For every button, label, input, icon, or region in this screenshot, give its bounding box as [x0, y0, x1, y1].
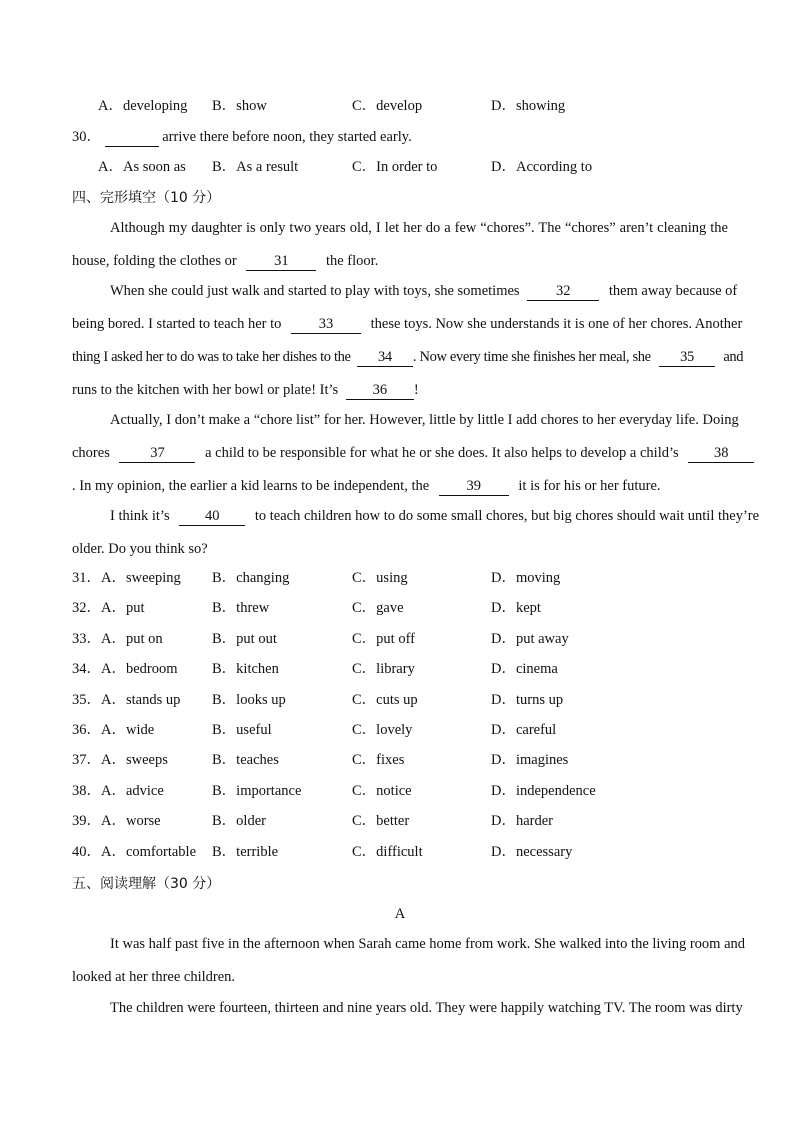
blank-38[interactable]: 38 [688, 445, 754, 463]
passage-text: . Now every time she finishes her meal, she [412, 349, 651, 365]
question-number: 30． [72, 129, 101, 145]
question-number: 35． [72, 691, 101, 708]
passage-text: to teach children how to do some small chores, but big chores should wait until they’re [254, 508, 760, 524]
blank-31[interactable]: 31 [246, 253, 316, 271]
q30-option-d[interactable]: D．According to [491, 159, 593, 175]
blank-34[interactable]: 34 [357, 349, 413, 367]
option-d[interactable]: D．necessary [491, 843, 573, 860]
option-b[interactable]: B．threw [212, 600, 270, 617]
passage-line [72, 380, 728, 400]
passage-text: ! [413, 382, 419, 398]
passage-line: Although my daughter is only two years old, I let her do a few “chores”. The “chores” aren’t cleaning the [110, 220, 728, 236]
option-d[interactable]: D．moving [491, 570, 561, 586]
option-b[interactable]: B．terrible [212, 843, 279, 860]
option-b[interactable]: B．older [212, 813, 266, 830]
passage-line [72, 251, 728, 271]
passage-line: It was half past five in the afternoon when Sarah came home from work. She walked into the living room and [110, 936, 746, 952]
q29-option-a[interactable]: A．developing [98, 98, 188, 114]
option-b[interactable]: B．put out [212, 630, 277, 647]
option-c[interactable]: C．lovely [352, 722, 413, 738]
passage-text: and [723, 349, 744, 365]
passage-text: runs to the kitchen with her bowl or plate! It’s [72, 382, 339, 398]
question-number: 34． [72, 661, 101, 678]
option-c[interactable]: C．better [352, 813, 410, 830]
passage-title: A [394, 906, 406, 922]
option-b[interactable]: B．useful [212, 722, 272, 738]
option-d[interactable]: D．harder [491, 813, 554, 830]
option-a[interactable]: A．advice [101, 782, 164, 799]
q30-option-c[interactable]: C．In order to [352, 159, 438, 175]
question-number: 33． [72, 630, 101, 647]
blank-35[interactable]: 35 [659, 349, 715, 367]
q29-option-d[interactable]: D．showing [491, 98, 566, 114]
option-b[interactable]: B．importance [212, 782, 302, 799]
passage-text: a child to be responsible for what he or she does. It also helps to develop a child’s [205, 445, 679, 461]
passage-line: Actually, I don’t make a “chore list” for her. However, little by little I add chores to her everyday life. Doing [110, 412, 739, 428]
blank-39[interactable]: 39 [439, 478, 509, 496]
section5-heading: 五、阅读理解（30 分） [72, 876, 221, 892]
passage-text: thing I asked her to do was to take her dishes to the [72, 349, 351, 365]
option-d[interactable]: D．independence [491, 782, 596, 799]
passage-text: them away because of [608, 283, 738, 299]
option-c[interactable]: C．difficult [352, 843, 423, 860]
blank-37[interactable]: 37 [119, 445, 195, 463]
passage-line: older. Do you think so? [72, 541, 208, 557]
option-c[interactable]: C．library [352, 661, 415, 678]
option-a[interactable]: A．bedroom [101, 661, 178, 678]
option-c[interactable]: C．gave [352, 600, 404, 617]
option-c[interactable]: C．using [352, 570, 408, 586]
question-number: 40． [72, 843, 101, 860]
option-b[interactable]: B．changing [212, 570, 290, 586]
option-b[interactable]: B．kitchen [212, 661, 279, 678]
answer-blank[interactable] [105, 129, 159, 147]
option-d[interactable]: D．careful [491, 722, 557, 738]
option-a[interactable]: A．sweeping [101, 570, 181, 586]
blank-32[interactable]: 32 [527, 283, 599, 301]
passage-line: The children were fourteen, thirteen and nine years old. They were happily watching TV. The room was dirty [110, 1000, 743, 1016]
passage-text: I think it’s [110, 508, 170, 524]
option-a[interactable]: A．put [101, 600, 145, 617]
option-d[interactable]: D．put away [491, 630, 569, 647]
question-number: 36． [72, 722, 101, 738]
option-c[interactable]: C．fixes [352, 752, 405, 769]
passage-line [72, 314, 743, 334]
passage-text: . In my opinion, the earlier a kid learns to be independent, the [72, 478, 430, 494]
option-c[interactable]: C．notice [352, 782, 412, 799]
option-d[interactable]: D．cinema [491, 661, 558, 678]
question-number: 37． [72, 752, 101, 769]
passage-line [72, 347, 744, 367]
q30-option-b[interactable]: B．As a result [212, 159, 299, 175]
passage-text: chores [72, 445, 110, 461]
passage-line [72, 443, 728, 463]
passage-line: looked at her three children. [72, 969, 236, 985]
option-a[interactable]: A．put on [101, 630, 163, 647]
option-a[interactable]: A．comfortable [101, 843, 197, 860]
passage-text: being bored. I started to teach her to [72, 316, 282, 332]
option-d[interactable]: D．turns up [491, 691, 564, 708]
option-b[interactable]: B．teaches [212, 752, 279, 769]
q30-stem [72, 127, 728, 147]
blank-36[interactable]: 36 [346, 382, 414, 400]
blank-33[interactable]: 33 [291, 316, 361, 334]
option-b[interactable]: B．looks up [212, 691, 286, 708]
option-a[interactable]: A．worse [101, 813, 161, 830]
question-text: arrive there before noon, they started early. [162, 129, 412, 145]
passage-text: these toys. Now she understands it is one of her chores. Another [370, 316, 743, 332]
question-number: 31． [72, 570, 101, 586]
question-number: 39． [72, 813, 101, 830]
q29-option-b[interactable]: B．show [212, 98, 267, 114]
section4-heading: 四、完形填空（10 分） [72, 190, 221, 206]
option-a[interactable]: A．wide [101, 722, 155, 738]
question-number: 38． [72, 782, 101, 799]
q30-option-a[interactable]: A．As soon as [98, 159, 186, 175]
option-a[interactable]: A．stands up [101, 691, 181, 708]
question-number: 32． [72, 600, 101, 617]
q29-option-c[interactable]: C．develop [352, 98, 423, 114]
option-c[interactable]: C．cuts up [352, 691, 418, 708]
passage-text: house, folding the clothes or [72, 253, 237, 269]
passage-text: the floor. [325, 253, 379, 269]
passage-line [110, 281, 738, 301]
option-d[interactable]: D．imagines [491, 752, 569, 769]
option-c[interactable]: C．put off [352, 630, 415, 647]
option-d[interactable]: D．kept [491, 600, 541, 617]
passage-text: it is for his or her future. [518, 478, 661, 494]
blank-40[interactable]: 40 [179, 508, 245, 526]
passage-line [72, 476, 728, 496]
option-a[interactable]: A．sweeps [101, 752, 168, 769]
passage-line [110, 506, 760, 526]
passage-text: When she could just walk and started to play with toys, she sometimes [110, 283, 520, 299]
